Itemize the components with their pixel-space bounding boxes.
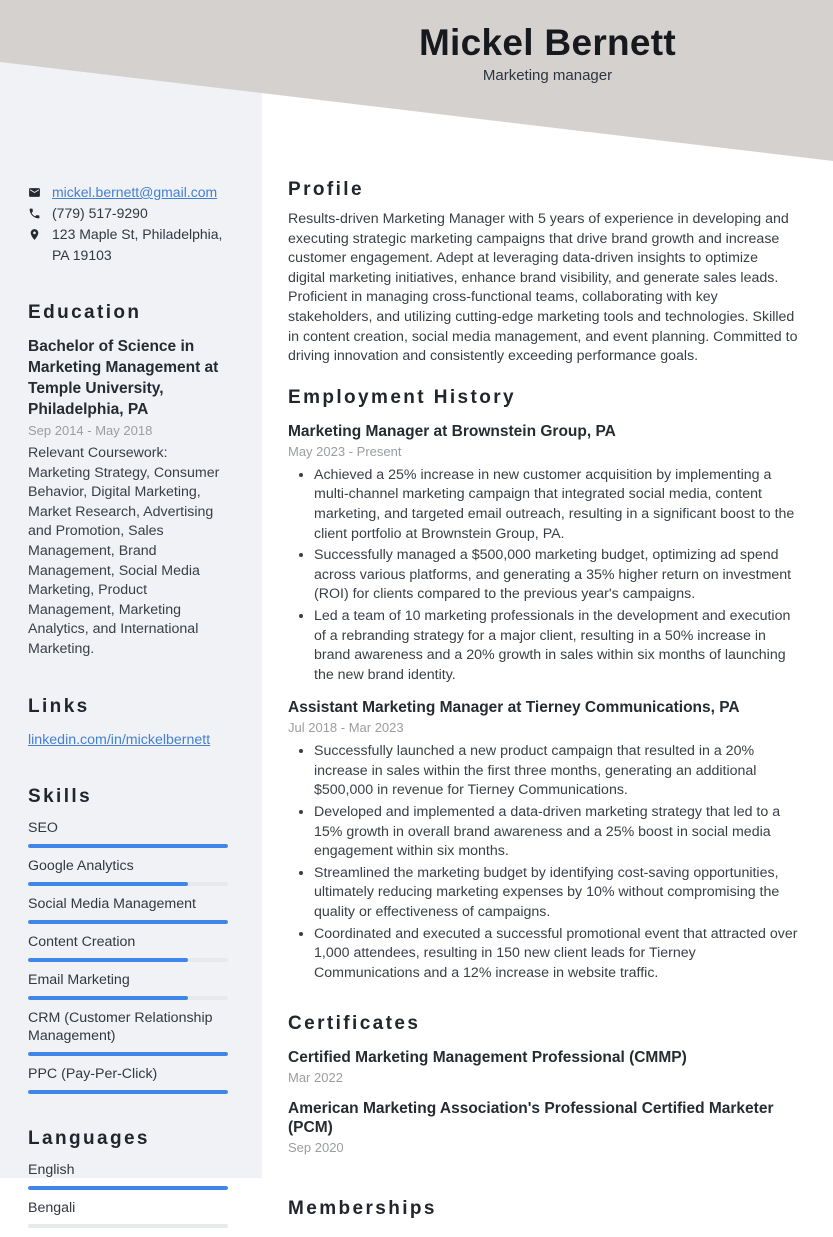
language-bar bbox=[28, 1224, 228, 1228]
memberships-heading: Memberships bbox=[288, 1198, 437, 1220]
person-job-title: Marketing manager bbox=[482, 67, 613, 84]
skill-name: SEO bbox=[28, 819, 58, 836]
job-bullet: • Streamlined the marketing budget by identifying cost-saving opportunities, ultimately reducing marketing expenses by 10% without compromising the quality or effectiveness of campaigns. bbox=[314, 863, 798, 923]
skill-list bbox=[28, 819, 228, 1094]
job-bullet-list bbox=[288, 465, 798, 686]
contact-list bbox=[28, 182, 228, 266]
job-bullet: • Developed and implemented a data-driven marketing strategy that led to a 15% growth in overall brand awareness and a 25% boost in social media engagement within six months. bbox=[314, 802, 798, 862]
skill-bar bbox=[28, 1090, 228, 1094]
main-column bbox=[288, 179, 798, 1220]
phone-number: (779) 517-9290 bbox=[52, 205, 148, 221]
skill-bar bbox=[28, 844, 228, 848]
certificate-date: Mar 2022 bbox=[288, 1070, 343, 1086]
job-title: Marketing Manager at Brownstein Group, PA bbox=[288, 422, 616, 440]
skill-item bbox=[28, 1009, 228, 1056]
job-bullet: • Achieved a 25% increase in new customer acquisition by implementing a multi-channel marketing campaign that integrated social media, content marketing, and targeted email outreach, resulting in a significant boost to the client portfolio at Brownstein Group, PA. bbox=[314, 465, 798, 544]
certificate-entry bbox=[288, 1048, 798, 1086]
languages-heading: Languages bbox=[28, 1127, 150, 1149]
skills-heading: Skills bbox=[28, 785, 93, 807]
skill-bar-fill bbox=[28, 1052, 228, 1056]
certificates-section bbox=[288, 1013, 798, 1156]
certificate-title: American Marketing Association's Professional Certified Marketer (PCM) bbox=[288, 1100, 774, 1137]
skill-item bbox=[28, 971, 228, 1000]
skill-item bbox=[28, 933, 228, 962]
address-text: 123 Maple St, Philadelphia, PA 19103 bbox=[52, 226, 223, 263]
certificate-title: Certified Marketing Management Professional (CMMP) bbox=[288, 1049, 687, 1067]
resume-header bbox=[262, 22, 833, 84]
language-item bbox=[28, 1161, 228, 1190]
skill-item bbox=[28, 1065, 228, 1094]
links-heading: Links bbox=[28, 695, 90, 717]
language-bar-fill bbox=[28, 1186, 228, 1190]
job-bullet-list bbox=[288, 741, 798, 983]
contact-phone-row bbox=[28, 203, 228, 224]
person-name: Mickel Bernett bbox=[418, 22, 677, 63]
linkedin-link[interactable]: linkedin.com/in/mickelbernett bbox=[28, 731, 211, 748]
education-dates: Sep 2014 - May 2018 bbox=[28, 423, 153, 438]
profile-section bbox=[288, 179, 798, 367]
job-bullet: • Led a team of 10 marketing professionals in the development and execution of a rebranding strategy for a major client, resulting in a 50% increase in brand awareness and a 20% growth in sales within six months of launching the new brand identity. bbox=[314, 606, 798, 685]
skill-name: Email Marketing bbox=[28, 971, 130, 988]
phone-icon bbox=[28, 207, 41, 220]
memberships-section bbox=[288, 1198, 798, 1220]
job-entry bbox=[288, 422, 798, 686]
skill-bar bbox=[28, 882, 228, 886]
language-list bbox=[28, 1161, 228, 1228]
skill-name: Google Analytics bbox=[28, 857, 134, 874]
job-bullet: • Successfully managed a $500,000 marketing budget, optimizing ad spend across various platforms, and generating a 35% higher return on investment (ROI) for clients compared to the previous year's campaigns. bbox=[314, 545, 798, 605]
email-link[interactable]: mickel.bernett@gmail.com bbox=[52, 184, 218, 200]
skill-item bbox=[28, 819, 228, 848]
education-description: Relevant Coursework: Marketing Strategy, Consumer Behavior, Digital Marketing, Market Research, Advertising and Promotion, Sales Management, Brand Management, Social Media Marketing, Product Management, Marketing Analytics, and International Marketing. bbox=[28, 445, 220, 657]
location-pin-icon bbox=[28, 228, 41, 241]
education-degree: Bachelor of Science in Marketing Management at Temple University, Philadelphia, PA bbox=[28, 338, 219, 418]
skill-bar bbox=[28, 996, 228, 1000]
skill-name: Content Creation bbox=[28, 933, 136, 950]
skill-name: Social Media Management bbox=[28, 895, 196, 912]
sidebar bbox=[0, 62, 262, 1237]
job-title: Assistant Marketing Manager at Tierney Communications, PA bbox=[288, 699, 740, 717]
language-name: English bbox=[28, 1161, 75, 1178]
profile-text: Results-driven Marketing Manager with 5 years of experience in developing and executing strategic marketing campaigns that drive brand growth and increase customer engagement. Adept at leveraging data-driven insights to optimize digital marketing initiatives, enhance brand visibility, and generate sales leads. Proficient in managing cross-functional teams, collaborating with key stakeholders, and utilizing cutting-edge marketing tools and technologies. Skilled in content creation, social media management, and event planning. Committed to driving innovation and consistently exceeding performance goals. bbox=[288, 211, 798, 365]
skill-item bbox=[28, 895, 228, 924]
education-heading: Education bbox=[28, 302, 142, 323]
skill-bar-fill bbox=[28, 844, 228, 848]
skill-bar-fill bbox=[28, 1090, 228, 1094]
language-name: Bengali bbox=[28, 1199, 76, 1216]
employment-heading: Employment History bbox=[288, 386, 516, 408]
skill-bar-fill bbox=[28, 920, 228, 924]
skill-name: PPC (Pay-Per-Click) bbox=[28, 1065, 158, 1082]
job-bullet: • Coordinated and executed a successful promotional event that attracted over 1,000 attendees, resulting in 150 new client leads for Tierney Communications and a 12% increase in website traffic. bbox=[314, 924, 798, 984]
skill-bar bbox=[28, 920, 228, 924]
education-section bbox=[28, 302, 228, 660]
language-item bbox=[28, 1199, 228, 1228]
skills-section bbox=[28, 786, 228, 1094]
certificates-heading: Certificates bbox=[288, 1013, 421, 1035]
job-dates: May 2023 - Present bbox=[288, 443, 402, 459]
job-dates: Jul 2018 - Mar 2023 bbox=[288, 720, 404, 736]
skill-name: CRM (Customer Relationship Management) bbox=[28, 1009, 213, 1044]
job-bullet: • Successfully launched a new product campaign that resulted in a 20% increase in sales within the first three months, generating an additional $500,000 in revenue for Tierney Communications. bbox=[314, 741, 798, 801]
skill-item bbox=[28, 857, 228, 886]
skill-bar-fill bbox=[28, 996, 188, 1000]
job-entry bbox=[288, 698, 798, 983]
certificate-entry bbox=[288, 1099, 798, 1156]
email-icon bbox=[28, 186, 41, 199]
skill-bar bbox=[28, 958, 228, 962]
certificate-date: Sep 2020 bbox=[288, 1140, 344, 1156]
contact-address-row bbox=[28, 224, 228, 266]
skill-bar-fill bbox=[28, 958, 188, 962]
profile-heading: Profile bbox=[288, 179, 364, 200]
links-section bbox=[28, 696, 228, 750]
employment-section bbox=[288, 387, 798, 984]
language-bar bbox=[28, 1186, 228, 1190]
skill-bar bbox=[28, 1052, 228, 1056]
contact-email-row bbox=[28, 182, 228, 203]
skill-bar-fill bbox=[28, 882, 188, 886]
